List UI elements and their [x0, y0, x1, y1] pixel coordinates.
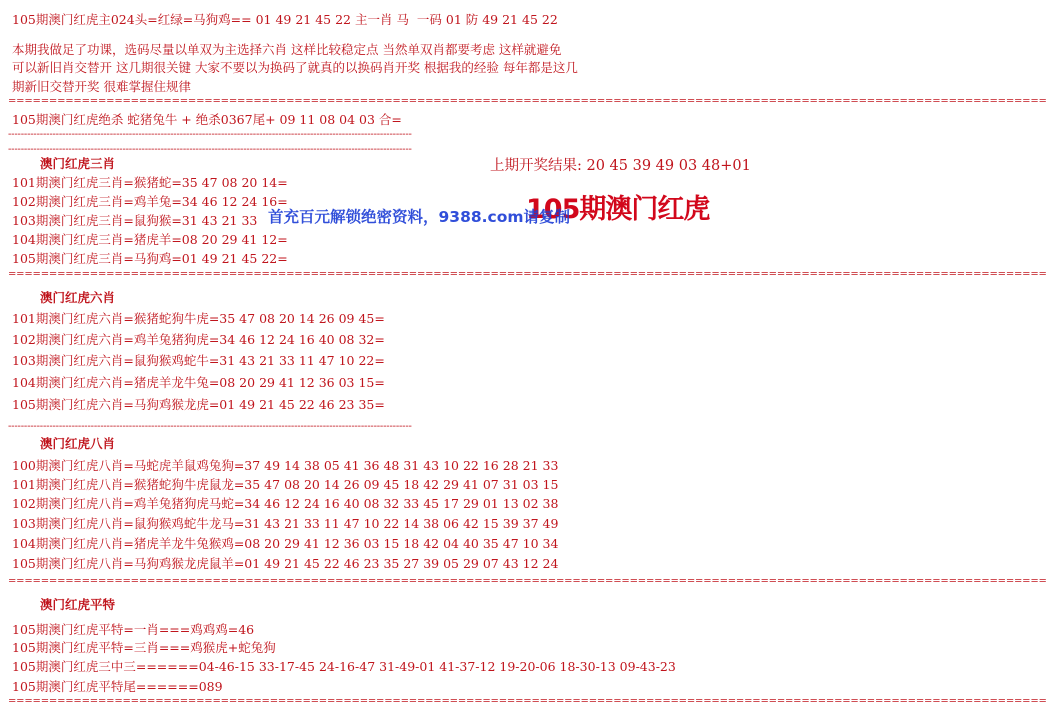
- separator: ===============================================================================================================================: [8, 96, 1047, 107]
- last-result-label: 上期开奖结果:: [490, 158, 582, 174]
- list-item: 104期澳门红虎六肖=猪虎羊龙牛兔=08 20 29 41 12 36 03 15=: [12, 375, 385, 390]
- list-item: 103期澳门红虎八肖=鼠狗猴鸡蛇牛龙马=31 43 21 33 11 47 10 22 14 38 06 42 15 39 37 49: [12, 516, 559, 531]
- list-item: 105期澳门红虎三中三======04-46-15 33-17-45 24-16-47 31-49-01 41-37-12 19-20-06 18-30-13 09-43-23: [12, 659, 676, 674]
- list-item: 104期澳门红虎八肖=猪虎羊龙牛兔猴鸡=08 20 29 41 12 36 03 15 18 42 04 40 35 47 10 34: [12, 536, 559, 551]
- last-result: [490, 157, 751, 175]
- list-item: 100期澳门红虎八肖=马蛇虎羊鼠鸡兔狗=37 49 14 38 05 41 36 48 31 43 10 22 16 28 21 33: [12, 458, 559, 473]
- intro-line-1: 本期我做足了功课，选码尽量以单双为主选择六肖 这样比较稳定点 当然单双肖都要考虑 这样就避免: [12, 42, 562, 57]
- list-item: 102期澳门红虎六肖=鸡羊兔猪狗虎=34 46 12 24 16 40 08 32=: [12, 332, 385, 347]
- list-item: 101期澳门红虎八肖=猴猪蛇狗牛虎鼠龙=35 47 08 20 14 26 09 45 18 42 29 41 07 31 03 15: [12, 477, 559, 492]
- separator: -------------------------------------------------------------------------------------------------------------------------------: [8, 421, 412, 432]
- list-item: 105期澳门红虎平特尾======089: [12, 679, 223, 694]
- intro-line-2: 可以新旧肖交替开 这几期很关键 大家不要以为换码了就真的以换码肖开奖 根据我的经验 每年都是这几: [12, 60, 578, 75]
- list-item: 101期澳门红虎三肖=猴猪蛇=35 47 08 20 14=: [12, 175, 288, 190]
- big-title: 105期澳门红虎: [526, 194, 710, 225]
- separator: ===============================================================================================================================: [8, 576, 1047, 587]
- section-title-three: 澳门红虎三肖: [40, 156, 116, 171]
- list-item: 103期澳门红虎六肖=鼠狗猴鸡蛇牛=31 43 21 33 11 47 10 22=: [12, 353, 385, 368]
- list-item: 104期澳门红虎三肖=猪虎羊=08 20 29 41 12=: [12, 232, 288, 247]
- separator: ===============================================================================================================================: [8, 696, 1047, 707]
- list-item: 105期澳门红虎平特=一肖===鸡鸡鸡=46: [12, 622, 255, 637]
- list-item: 103期澳门红虎三肖=鼠狗猴=31 43 21 33: [12, 213, 258, 228]
- intro-line-3: 期新旧交替开奖 很难掌握住规律: [12, 79, 191, 94]
- list-item: 101期澳门红虎六肖=猴猪蛇狗牛虎=35 47 08 20 14 26 09 45=: [12, 311, 385, 326]
- header-title-line: 105期澳门红虎主024头=红绿=马狗鸡== 01 49 21 45 22 主一肖 马 一码 01 防 49 21 45 22: [12, 12, 558, 27]
- last-result-numbers: 20 45 39 49 03 48+01: [586, 158, 751, 174]
- list-item: 102期澳门红虎三肖=鸡羊兔=34 46 12 24 16=: [12, 194, 288, 209]
- list-item: 105期澳门红虎六肖=马狗鸡猴龙虎=01 49 21 45 22 46 23 35=: [12, 397, 385, 412]
- list-item: 105期澳门红虎三肖=马狗鸡=01 49 21 45 22=: [12, 251, 288, 266]
- separator: ===============================================================================================================================: [8, 269, 1047, 280]
- separator: -------------------------------------------------------------------------------------------------------------------------------: [8, 129, 412, 140]
- watermark-ad: 首充百元解锁绝密资料，9388.com请复制: [268, 208, 571, 226]
- list-item: 105期澳门红虎平特=三肖===鸡猴虎+蛇兔狗: [12, 640, 276, 655]
- list-item: 102期澳门红虎八肖=鸡羊兔猪狗虎马蛇=34 46 12 24 16 40 08 32 33 45 17 29 01 13 02 38: [12, 496, 559, 511]
- separator: -------------------------------------------------------------------------------------------------------------------------------: [8, 144, 412, 155]
- section-title-six: 澳门红虎六肖: [40, 290, 116, 305]
- kill-line: 105期澳门红虎绝杀 蛇猪兔牛 + 绝杀0367尾+ 09 11 08 04 03 合=: [12, 112, 402, 127]
- list-item: 105期澳门红虎八肖=马狗鸡猴龙虎鼠羊=01 49 21 45 22 46 23 35 27 39 05 29 07 43 12 24: [12, 556, 559, 571]
- section-title-eight: 澳门红虎八肖: [40, 436, 116, 451]
- section-title-pingte: 澳门红虎平特: [40, 597, 116, 612]
